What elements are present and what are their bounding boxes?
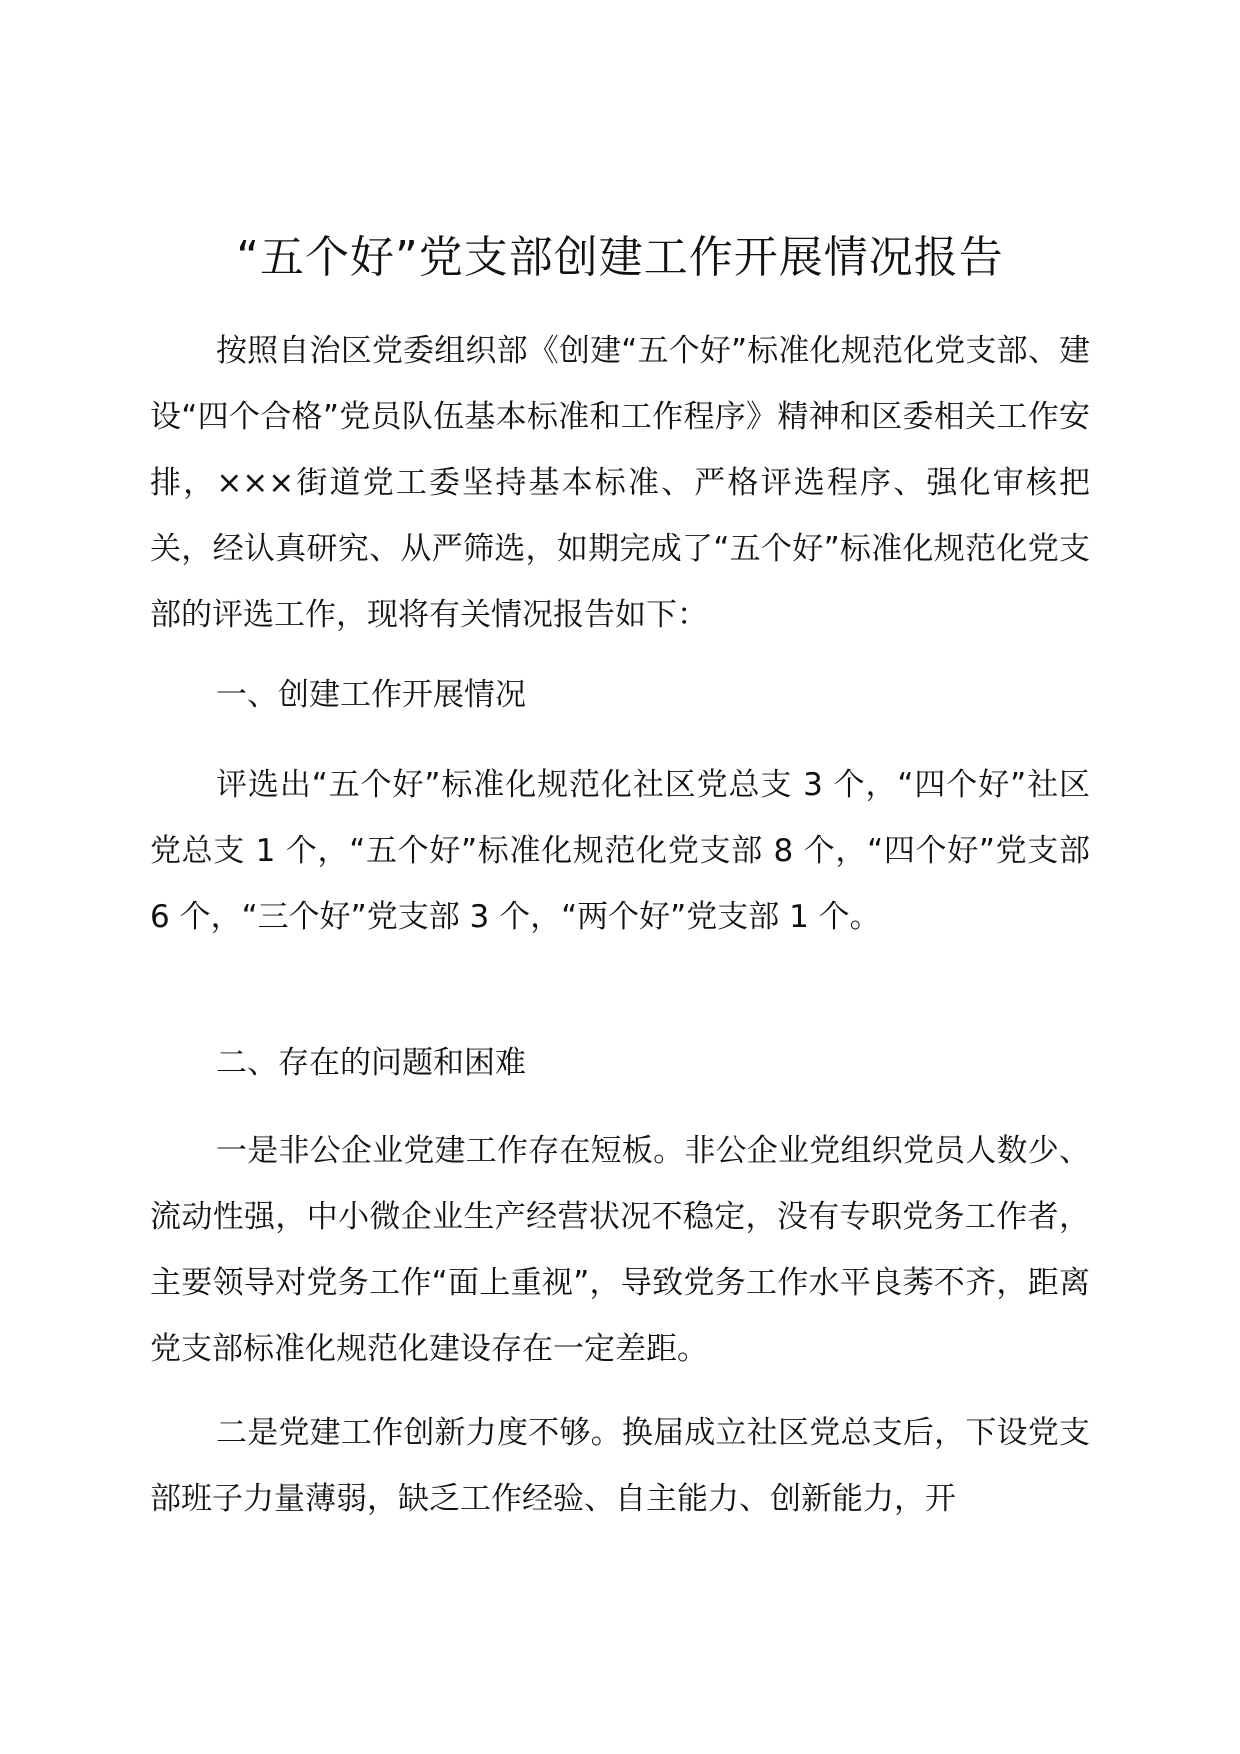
document-title: “五个好”党支部创建工作开展情况报告: [236, 232, 1004, 283]
section-heading-1: 一、创建工作开展情况: [216, 677, 526, 713]
problem-paragraph-2: 二是党建工作创新力度不够。换届成立社区党总支后，下设党支部班子力量薄弱，缺乏工作经验、自主能力、创新能力，开: [150, 1415, 1090, 1517]
section-heading-2: 二、存在的问题和困难: [216, 1045, 526, 1081]
intro-paragraph: 按照自治区党委组织部《创建“五个好”标准化规范化党支部、建设“四个合格”党员队伍基本标准和工作程序》精神和区委相关工作安排，×××街道党工委坚持基本标准、严格评选程序、强化审核把关，经认真研究、从严筛选，如期完成了“五个好”标准化规范化党支部的评选工作，现将有关情况报告如下：: [150, 333, 1090, 633]
problem-paragraph-1: 一是非公企业党建工作存在短板。非公企业党组织党员人数少、流动性强，中小微企业生产经营状况不稳定，没有专职党务工作者，主要领导对党务工作“面上重视”，导致党务工作水平良莠不齐，距离党支部标准化规范化建设存在一定差距。: [150, 1133, 1090, 1367]
section-1-paragraph: 评选出“五个好”标准化规范化社区党总支 3 个，“四个好”社区党总支 1 个，“五个好”标准化规范化党支部 8 个，“四个好”党支部 6 个，“三个好”党支部 3 个，“两个好”党支部 1 个。: [150, 767, 1090, 935]
